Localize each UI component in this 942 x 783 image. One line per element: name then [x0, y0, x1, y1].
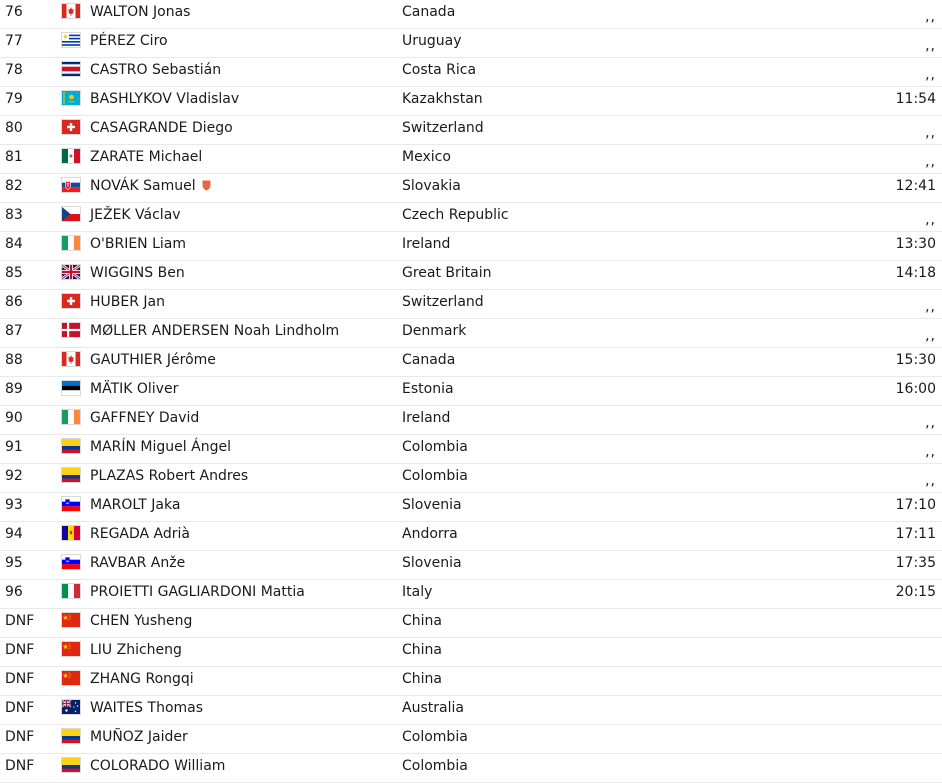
ad-flag-icon — [62, 526, 80, 540]
country-cell: Colombia — [402, 468, 468, 484]
time-cell: ,, — [925, 444, 936, 460]
cz-flag-icon — [62, 207, 80, 221]
rider-link[interactable] — [90, 206, 181, 224]
time-cell: 20:15 — [895, 584, 936, 600]
shield-icon — [202, 180, 211, 191]
si-flag-icon — [62, 555, 80, 569]
cn-flag-icon — [62, 642, 80, 656]
table-row — [0, 29, 942, 58]
rank-cell: 96 — [5, 584, 23, 600]
rider-link[interactable] — [90, 235, 186, 253]
rider-link[interactable] — [90, 3, 190, 21]
time-cell: ,, — [925, 154, 936, 170]
table-row — [0, 406, 942, 435]
ch-flag-icon — [62, 294, 80, 308]
time-cell: ,, — [925, 328, 936, 344]
rank-cell: 77 — [5, 33, 23, 49]
country-cell: Kazakhstan — [402, 91, 483, 107]
au-flag-icon — [62, 700, 80, 714]
rank-cell: 83 — [5, 207, 23, 223]
rider-name: REGADA Adrià — [90, 526, 191, 542]
rider-link[interactable] — [90, 612, 192, 630]
country-cell: Denmark — [402, 323, 467, 339]
rider-link[interactable] — [90, 264, 185, 282]
country-cell: China — [402, 642, 442, 658]
co-flag-icon — [62, 758, 80, 772]
rank-cell: 76 — [5, 4, 23, 20]
rank-cell: DNF — [5, 700, 35, 716]
table-row — [0, 609, 942, 638]
table-row — [0, 696, 942, 725]
rider-link[interactable] — [90, 90, 239, 108]
uy-flag-icon — [62, 33, 80, 47]
time-cell: ,, — [925, 212, 936, 228]
gb-flag-icon — [62, 265, 80, 279]
country-cell: Slovakia — [402, 178, 461, 194]
time-cell: 17:10 — [895, 497, 936, 513]
table-row — [0, 261, 942, 290]
table-row — [0, 58, 942, 87]
time-cell: 15:30 — [895, 352, 936, 368]
rider-name: PLAZAS Robert Andres — [90, 468, 249, 484]
table-row — [0, 232, 942, 261]
ie-flag-icon — [62, 410, 80, 424]
rider-link[interactable] — [90, 409, 199, 427]
rider-name: CHEN Yusheng — [90, 613, 193, 629]
rank-cell: 92 — [5, 468, 23, 484]
rank-cell: 90 — [5, 410, 23, 426]
rank-cell: DNF — [5, 613, 35, 629]
rider-name: HUBER Jan — [90, 294, 165, 310]
rider-name: JEŽEK Václav — [90, 207, 181, 223]
dk-flag-icon — [62, 323, 80, 337]
kz-flag-icon — [62, 91, 80, 105]
rank-cell: 87 — [5, 323, 23, 339]
table-row — [0, 464, 942, 493]
table-row — [0, 174, 942, 203]
table-row — [0, 667, 942, 696]
rank-cell: 82 — [5, 178, 23, 194]
rider-link[interactable] — [90, 525, 190, 543]
time-cell: 17:11 — [895, 526, 936, 542]
time-cell: ,, — [925, 299, 936, 315]
country-cell: Canada — [402, 4, 456, 20]
rider-name: WALTON Jonas — [90, 4, 191, 20]
country-cell: Slovenia — [402, 555, 462, 571]
time-cell: 17:35 — [895, 555, 936, 571]
table-row — [0, 493, 942, 522]
country-cell: Italy — [402, 584, 433, 600]
rider-name: LIU Zhicheng — [90, 642, 182, 658]
table-row — [0, 319, 942, 348]
rider-name: RAVBAR Anže — [90, 555, 186, 571]
country-cell: Colombia — [402, 439, 468, 455]
rider-name: CASAGRANDE Diego — [90, 120, 233, 136]
table-row — [0, 551, 942, 580]
rider-name: WIGGINS Ben — [90, 265, 185, 281]
rider-name: ZARATE Michael — [90, 149, 203, 165]
table-row — [0, 522, 942, 551]
rider-link[interactable] — [90, 32, 168, 50]
time-cell: ,, — [925, 38, 936, 54]
rider-name: NOVÁK Samuel — [90, 178, 196, 194]
rider-link[interactable] — [90, 438, 231, 456]
time-cell: ,, — [925, 9, 936, 25]
rider-link[interactable] — [90, 583, 305, 601]
ie-flag-icon — [62, 236, 80, 250]
rider-name: MARÍN Miguel Ángel — [90, 439, 231, 455]
sk-flag-icon — [62, 178, 80, 192]
ca-flag-icon — [62, 4, 80, 18]
country-cell: Mexico — [402, 149, 451, 165]
rider-link[interactable] — [90, 728, 188, 746]
country-cell: China — [402, 613, 442, 629]
rider-name: CASTRO Sebastián — [90, 62, 222, 78]
country-cell: Costa Rica — [402, 62, 477, 78]
table-row — [0, 116, 942, 145]
table-row — [0, 580, 942, 609]
rider-link[interactable] — [90, 554, 185, 572]
table-row — [0, 754, 942, 783]
rider-link[interactable] — [90, 699, 203, 717]
rider-link[interactable] — [90, 148, 202, 166]
time-cell: ,, — [925, 125, 936, 141]
country-cell: Ireland — [402, 410, 451, 426]
rider-link[interactable] — [90, 351, 216, 369]
rider-link[interactable] — [90, 757, 225, 775]
rider-name: ZHANG Rongqi — [90, 671, 194, 687]
time-cell: ,, — [925, 67, 936, 83]
rank-cell: 86 — [5, 294, 23, 310]
rider-link[interactable] — [90, 380, 178, 398]
country-cell: Switzerland — [402, 294, 484, 310]
rank-cell: 91 — [5, 439, 23, 455]
rider-link[interactable] — [90, 119, 233, 137]
rider-name: GAUTHIER Jérôme — [90, 352, 216, 368]
country-cell: Switzerland — [402, 120, 484, 136]
rank-cell: DNF — [5, 642, 35, 658]
cn-flag-icon — [62, 671, 80, 685]
rider-name: GAFFNEY David — [90, 410, 200, 426]
country-cell: Colombia — [402, 758, 468, 774]
rider-name: BASHLYKOV Vladislav — [90, 91, 240, 107]
rider-name: MAROLT Jaka — [90, 497, 181, 513]
rider-link[interactable] — [90, 61, 221, 79]
country-cell: Uruguay — [402, 33, 462, 49]
time-cell: 14:18 — [895, 265, 936, 281]
time-cell: 16:00 — [895, 381, 936, 397]
country-cell: Great Britain — [402, 265, 492, 281]
country-cell: Estonia — [402, 381, 454, 397]
rank-cell: DNF — [5, 758, 35, 774]
table-row — [0, 377, 942, 406]
mx-flag-icon — [62, 149, 80, 163]
time-cell: 12:41 — [895, 178, 936, 194]
rider-link[interactable] — [90, 293, 165, 311]
country-cell: Canada — [402, 352, 456, 368]
rider-name: MØLLER ANDERSEN Noah Lindholm — [90, 323, 340, 339]
rank-cell: DNF — [5, 729, 35, 745]
ch-flag-icon — [62, 120, 80, 134]
cr-flag-icon — [62, 62, 80, 76]
rank-cell: 88 — [5, 352, 23, 368]
si-flag-icon — [62, 497, 80, 511]
table-row — [0, 348, 942, 377]
table-row — [0, 290, 942, 319]
table-row — [0, 435, 942, 464]
co-flag-icon — [62, 468, 80, 482]
cn-flag-icon — [62, 613, 80, 627]
rider-link[interactable] — [90, 467, 248, 485]
rider-name: COLORADO William — [90, 758, 226, 774]
rider-name: O'BRIEN Liam — [90, 236, 187, 252]
rank-cell: 93 — [5, 497, 23, 513]
table-row — [0, 638, 942, 667]
rider-name: WAITES Thomas — [90, 700, 204, 716]
time-cell: ,, — [925, 473, 936, 489]
country-cell: Australia — [402, 700, 464, 716]
rider-name: PÉREZ Ciro — [90, 33, 168, 49]
rider-link[interactable] — [90, 177, 211, 195]
rider-link[interactable] — [90, 670, 194, 688]
rank-cell: 80 — [5, 120, 23, 136]
table-row — [0, 203, 942, 232]
co-flag-icon — [62, 729, 80, 743]
rank-cell: DNF — [5, 671, 35, 687]
rank-cell: 94 — [5, 526, 23, 542]
rider-name: MÄTIK Oliver — [90, 381, 179, 397]
rider-link[interactable] — [90, 641, 182, 659]
it-flag-icon — [62, 584, 80, 598]
table-row — [0, 0, 942, 29]
ca-flag-icon — [62, 352, 80, 366]
rank-cell: 89 — [5, 381, 23, 397]
time-cell: ,, — [925, 415, 936, 431]
country-cell: Czech Republic — [402, 207, 509, 223]
time-cell: 11:54 — [895, 91, 936, 107]
ee-flag-icon — [62, 381, 80, 395]
rank-cell: 79 — [5, 91, 23, 107]
co-flag-icon — [62, 439, 80, 453]
rank-cell: 84 — [5, 236, 23, 252]
rider-link[interactable] — [90, 322, 339, 340]
country-cell: Ireland — [402, 236, 451, 252]
time-cell: 13:30 — [895, 236, 936, 252]
rank-cell: 81 — [5, 149, 23, 165]
rank-cell: 78 — [5, 62, 23, 78]
country-cell: Colombia — [402, 729, 468, 745]
rider-name: MUÑOZ Jaider — [90, 729, 188, 745]
rider-link[interactable] — [90, 496, 180, 514]
rank-cell: 85 — [5, 265, 23, 281]
country-cell: Andorra — [402, 526, 458, 542]
rank-cell: 95 — [5, 555, 23, 571]
table-row — [0, 87, 942, 116]
table-row — [0, 145, 942, 174]
table-row — [0, 725, 942, 754]
country-cell: China — [402, 671, 442, 687]
country-cell: Slovenia — [402, 497, 462, 513]
rider-name: PROIETTI GAGLIARDONI Mattia — [90, 584, 305, 600]
